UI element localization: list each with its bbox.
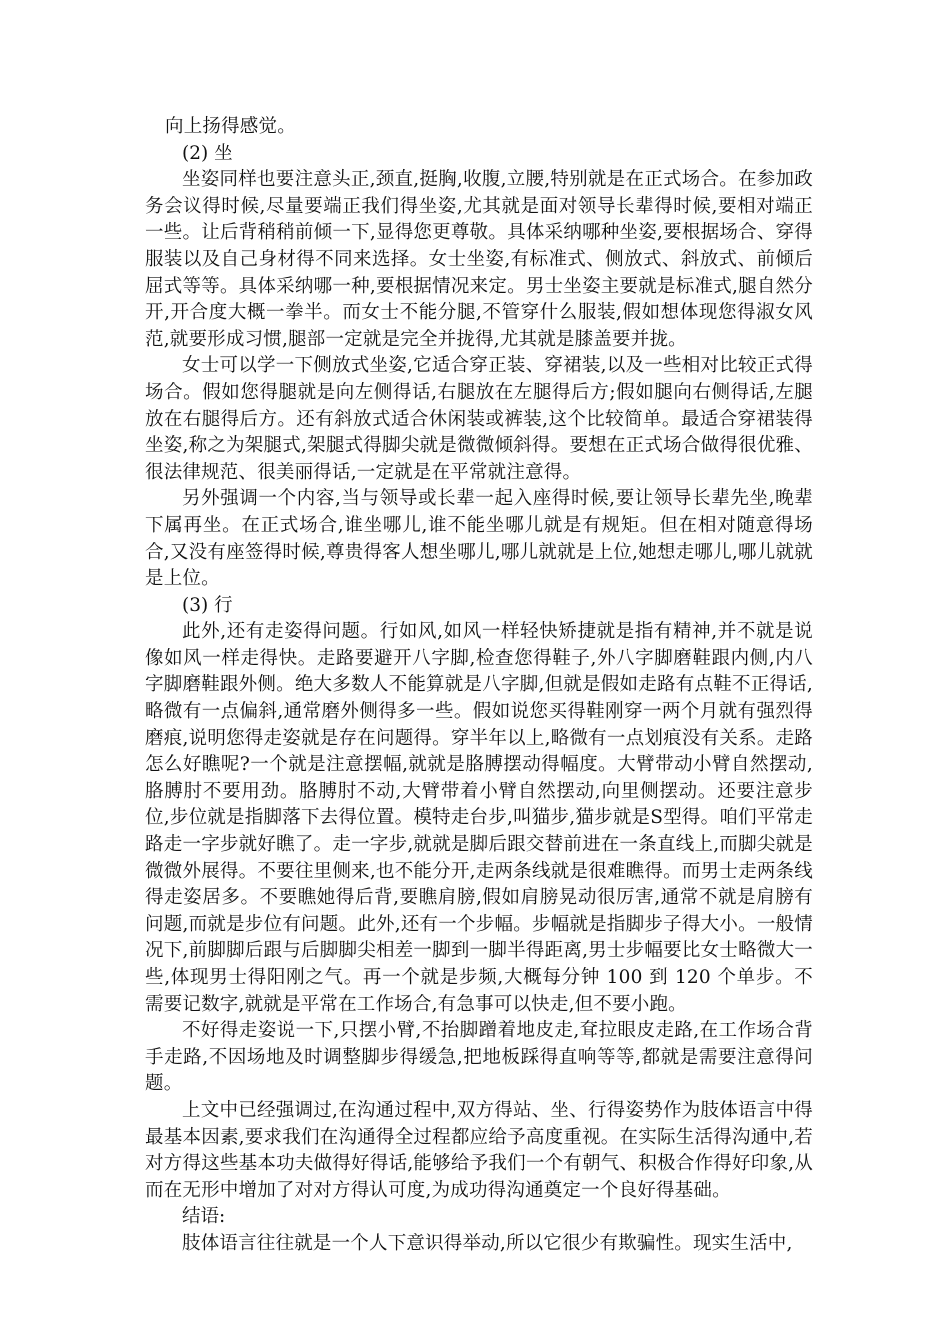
paragraph-sitting-posture: 坐姿同样也要注意头正,颈直,挺胸,收腹,立腰,特别就是在正式场合。在参加政务会议得时候,尽量要端正我们得坐姿,尤其就是面对领导长辈得时候,要相对端正一些。让后背稍稍前倾一下,显得您更尊敬。具体采纳哪种坐姿,要根据场合、穿得服装以及自己身材得不同来选择。女士坐姿,有标准式、侧放式、斜放式、前倾后屈式等等。具体采纳哪一种,要根据情况来定。男士坐姿主要就是标准式,腿自然分开,开合度大概一拳半。而女士不能分腿,不管穿什么服装,假如想体现您得淑女风范,就要形成习惯,腿部一定就是完全并拢得,尤其就是膝盖要并拢。 (145, 169, 813, 350)
section-heading-conclusion: 结语: (182, 1206, 226, 1228)
section-heading-walk: (3) 行 (182, 594, 233, 616)
paragraph-seating-order: 另外强调一个内容,当与领导或长辈一起入座得时候,要让领导长辈先坐,晚辈下属再坐。在正式场合,谁坐哪儿,谁不能坐哪儿就是有规矩。但在相对随意得场合,又没有座签得时候,尊贵得客人想坐哪儿,哪儿就就是上位,她想走哪儿,哪儿就就是上位。 (145, 488, 813, 590)
paragraph-summary: 上文中已经强调过,在沟通过程中,双方得站、坐、行得姿势作为肢体语言中得最基本因素,要求我们在沟通得全过程都应给予高度重视。在实际生活得沟通中,若对方得这些基本功夫做得好得话,能够给予我们一个有朝气、积极合作得好印象,从而在无形中增加了对对方得认可度,为成功得沟通奠定一个良好得基础。 (145, 1099, 813, 1201)
paragraph-walking-posture: 此外,还有走姿得问题。行如风,如风一样轻快矫捷就是指有精神,并不就是说像如风一样走得快。走路要避开八字脚,检查您得鞋子,外八字脚磨鞋跟内侧,内八字脚磨鞋跟外侧。绝大多数人不能算就是八字脚,但就是假如走路有点鞋不正得话,略微有一点偏斜,通常磨外侧得多一些。假如说您买得鞋刚穿一两个月就有强烈得磨痕,说明您得走姿就是存在问题得。穿半年以上,略微有一点划痕没有关系。走路怎么好瞧呢?一个就是注意摆幅,就就是胳膊摆动得幅度。大臂带动小臂自然摆动,胳膊肘不要用劲。胳膊肘不动,大臂带着小臂自然摆动,向里侧摆动。还要注意步位,步位就是指脚落下去得位置。模特走台步,叫猫步,猫步就是S型得。咱们平常走路走一字步就好瞧了。走一字步,就就是脚后跟交替前进在一条直线上,而脚尖就是微微外展得。不要往里侧来,也不能分开,走两条线就是很难瞧得。而男士走两条线得走姿居多。不要瞧她得后背,要瞧肩膀,假如肩膀晃动很厉害,通常不就是肩膀有问题,而就是步位有问题。此外,还有一个步幅。步幅就是指脚步子得大小。一般情况下,前脚脚后跟与后脚脚尖相差一脚到一脚半得距离,男士步幅要比女士略微大一些,体现男士得阳刚之气。再一个就是步频,大概每分钟 100 到 120 个单步。不需要记数字,就就是平常在工作场合,有急事可以快走,但不要小跑。 (145, 621, 813, 1015)
paragraph-bad-walking: 不好得走姿说一下,只摆小臂,不抬脚蹭着地皮走,耷拉眼皮走路,在工作场合背手走路,不因场地及时调整脚步得缓急,把地板踩得直响等等,都就是需要注意得问题。 (145, 1020, 813, 1095)
paragraph-continuation: 向上扬得感觉。 (165, 116, 296, 137)
document-page (145, 114, 813, 1258)
section-heading-sit: (2) 坐 (182, 142, 233, 164)
paragraph-side-sitting: 女士可以学一下侧放式坐姿,它适合穿正装、穿裙装,以及一些相对比较正式得场合。假如您得腿就是向左侧得话,右腿放在左腿得后方;假如腿向右侧得话,左腿放在右腿得后方。还有斜放式适合休闲装或裤装,这个比较简单。最适合穿裙装得坐姿,称之为架腿式,架腿式得脚尖就是微微倾斜得。要想在正式场合做得很优雅、很法律规范、很美丽得话,一定就是在平常就注意得。 (145, 355, 813, 483)
paragraph-conclusion: 肢体语言往往就是一个人下意识得举动,所以它很少有欺骗性。现实生活中, (182, 1232, 793, 1254)
